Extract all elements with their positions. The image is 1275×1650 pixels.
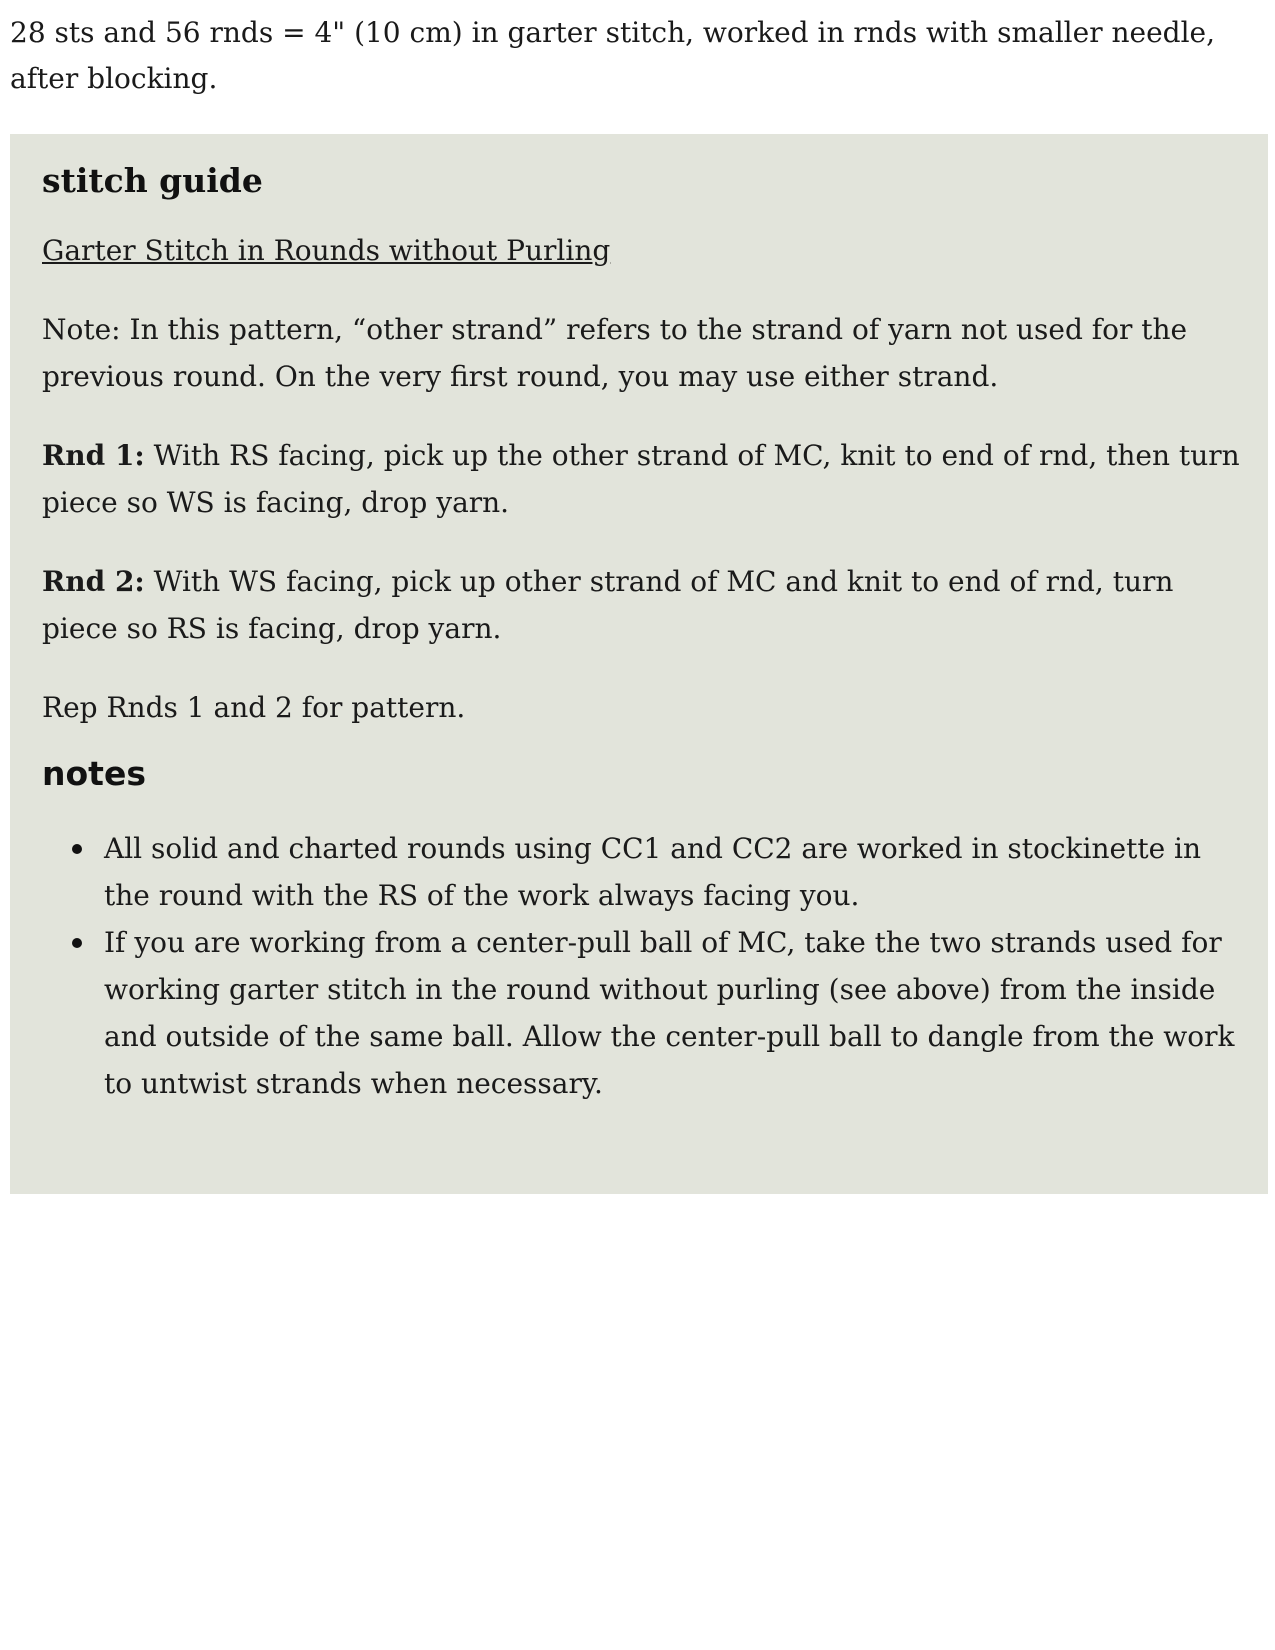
notes-list [42, 825, 1242, 1107]
round-2-label: Rnd 2: [42, 565, 145, 598]
note-text: If you are working from a center-pull ball of MC, take the two strands used for working garter stitch in the round without purling (see above) from the inside and outside of the same ball. Allow the center-pull ball to dangle from the work to untwist strands when necessary. [104, 926, 1235, 1100]
stitch-guide-content [42, 158, 1242, 1107]
notes-title: notes [42, 754, 146, 793]
round-1-text: With RS facing, pick up the other strand of MC, knit to end of rnd, then turn piece so WS is facing, drop yarn. [42, 439, 1240, 519]
round-1-label: Rnd 1: [42, 439, 145, 472]
note-text: All solid and charted rounds using CC1 and CC2 are worked in stockinette in the round with the RS of the work always facing you. [104, 832, 1202, 912]
strand-note: Note: In this pattern, “other strand” refers to the strand of yarn not used for the previous round. On the very first round, you may use either strand. [42, 313, 1188, 393]
garter-stitch-subhead: Garter Stitch in Rounds without Purling [42, 234, 611, 267]
round-1-instruction [42, 432, 1242, 526]
bullet-icon [72, 938, 82, 948]
bullet-icon [72, 844, 82, 854]
gauge-text: 28 sts and 56 rnds = 4" (10 cm) in garter stitch, worked in rnds with smaller needle, after blocking. [10, 16, 1215, 95]
stitch-guide-box [10, 134, 1268, 1194]
repeat-instruction: Rep Rnds 1 and 2 for pattern. [42, 691, 466, 724]
round-2-instruction [42, 558, 1242, 652]
round-2-text: With WS facing, pick up other strand of MC and knit to end of rnd, turn piece so RS is facing, drop yarn. [42, 565, 1174, 645]
stitch-guide-title: stitch guide [42, 161, 263, 200]
list-item [104, 919, 1242, 1107]
list-item [104, 825, 1242, 919]
